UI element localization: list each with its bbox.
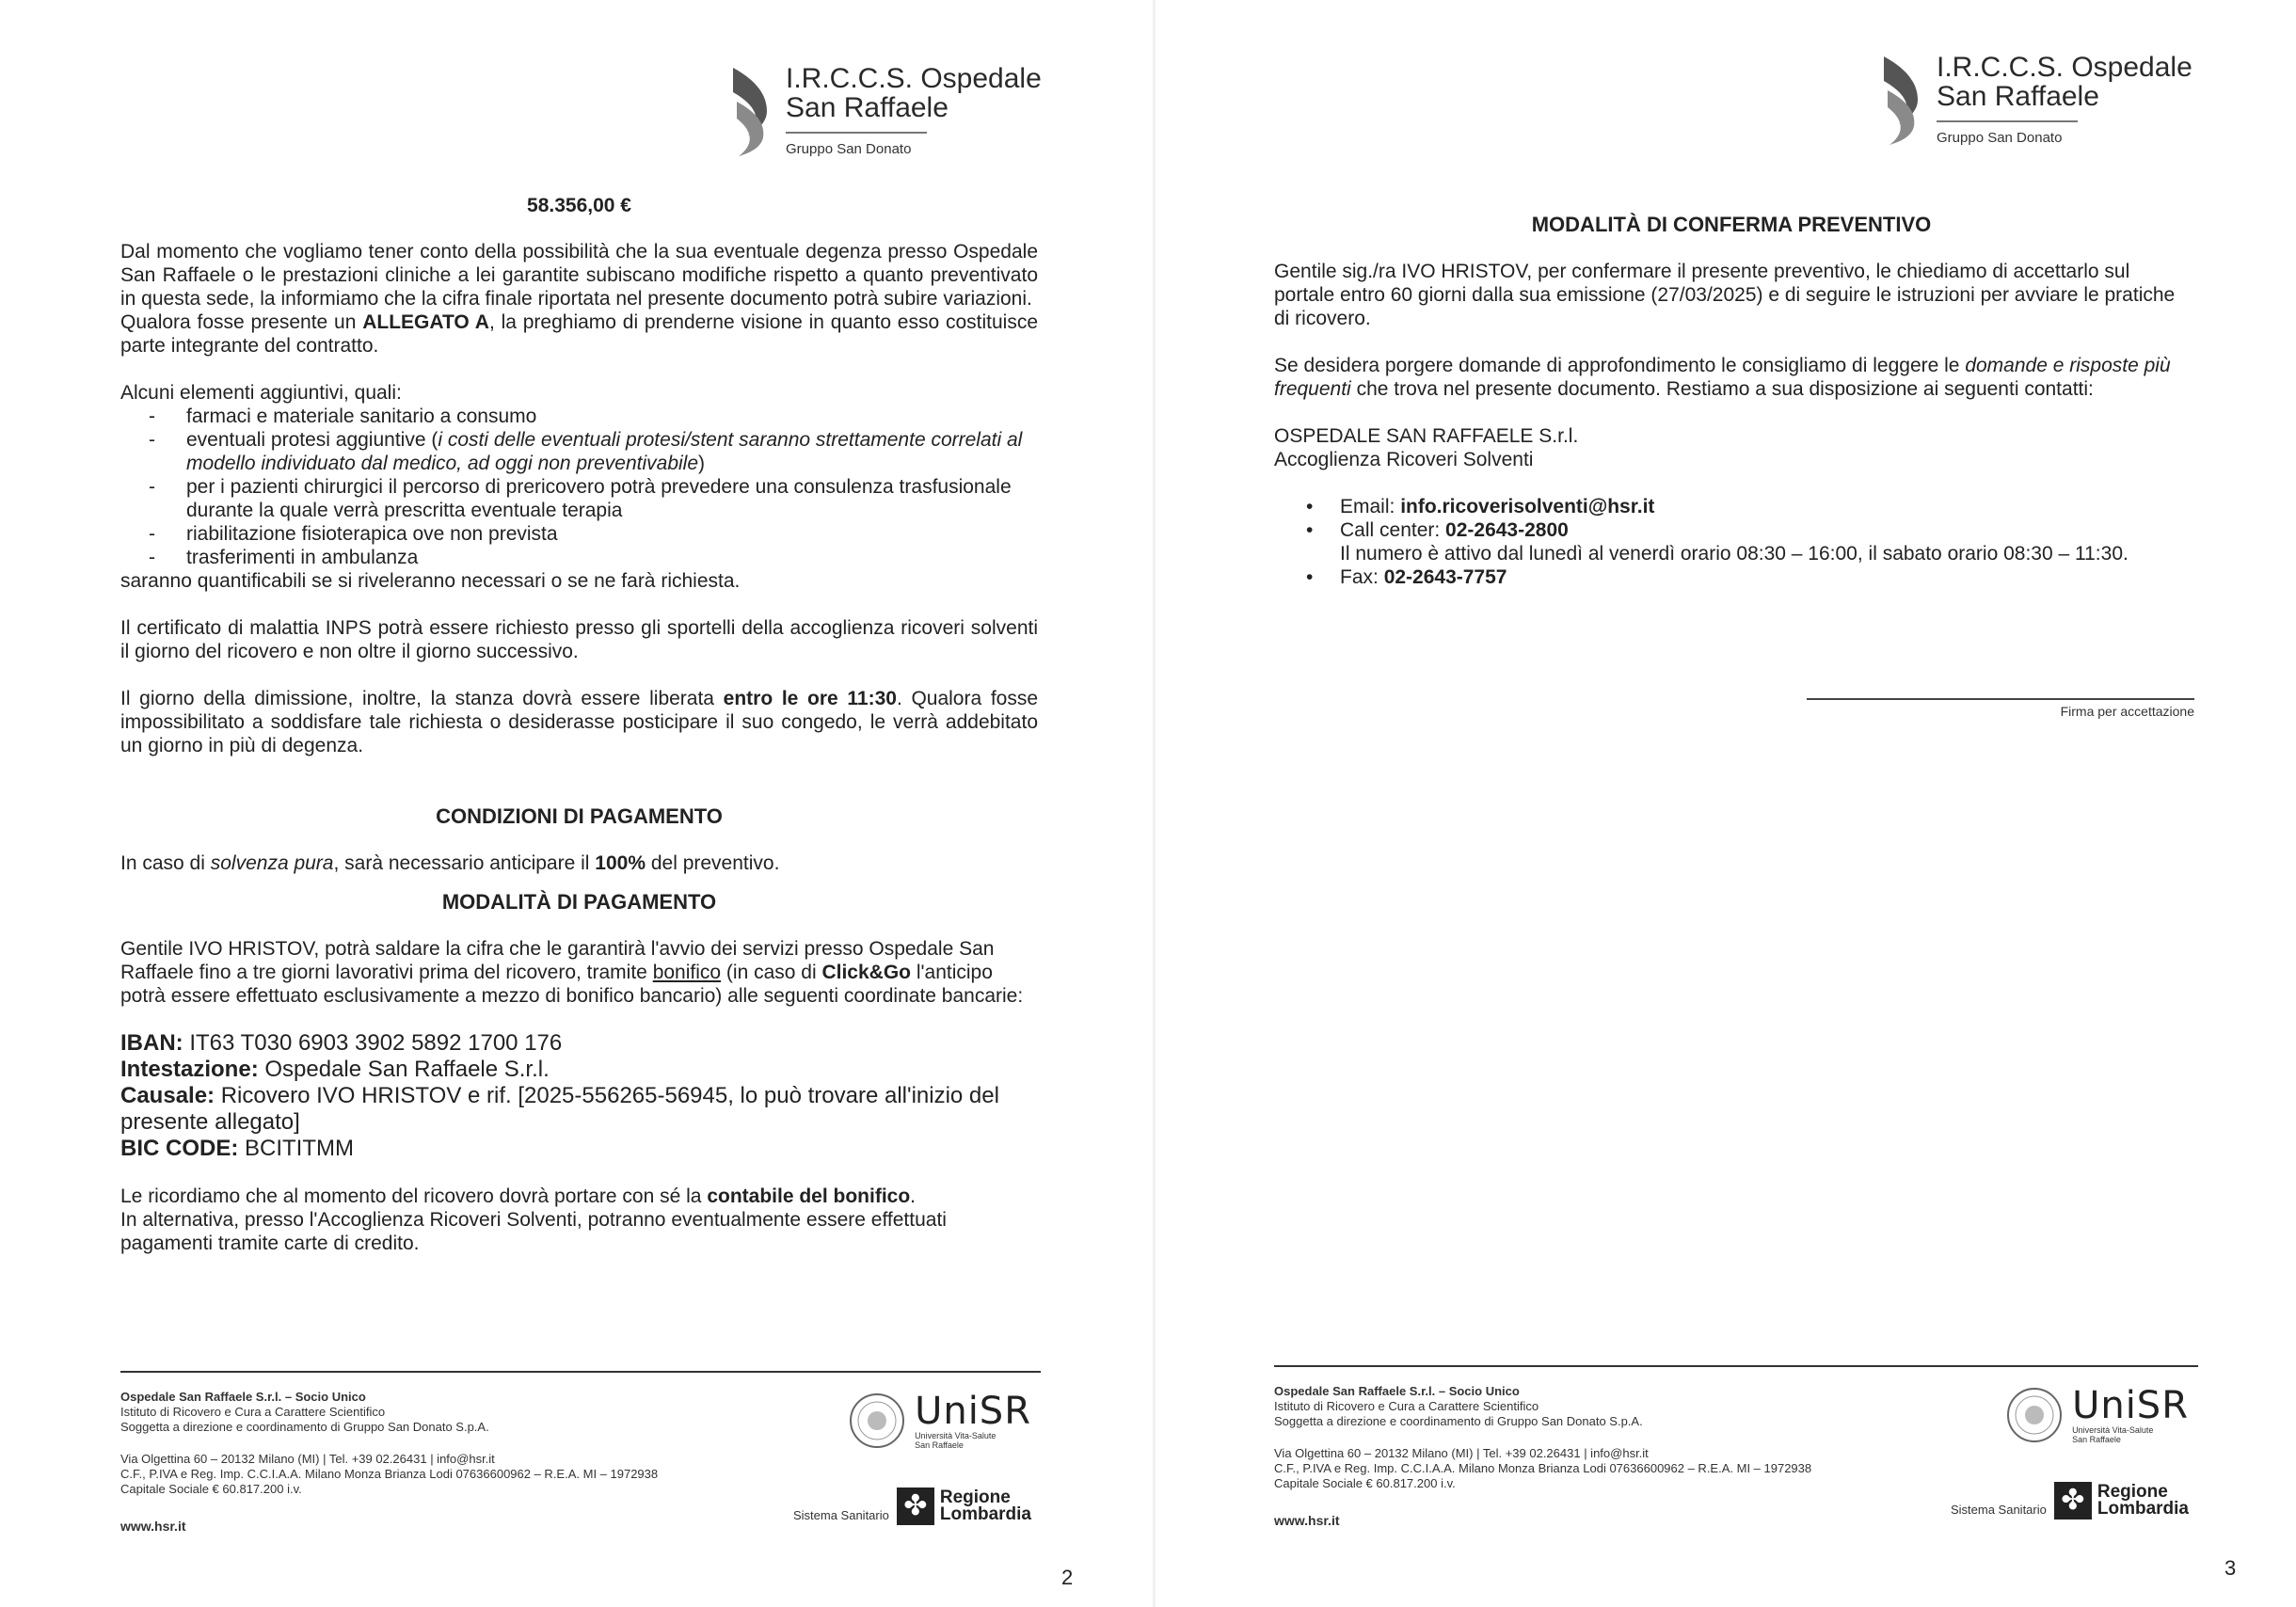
list-item: - trasferimenti in ambulanza	[149, 546, 1038, 569]
list-item: - farmaci e materiale sanitario a consumo	[149, 405, 1038, 428]
contact-call-center: • Call center: 02-2643-2800 Il numero è attivo dal lunedì al venerdì orario 08:30 – 16:00, il sabato orario 08:30 – 11:30.	[1306, 519, 2129, 565]
lombardia-rose-icon: ✤	[897, 1488, 934, 1525]
logo-name-line2: San Raffaele	[1937, 81, 2099, 112]
page-3-footer	[1274, 1365, 2198, 1528]
payment-methods-heading: MODALITÀ DI PAGAMENTO	[441, 890, 717, 914]
university-seal-icon	[2006, 1387, 2063, 1443]
page-number: 3	[2224, 1556, 2237, 1580]
reminder-paragraph: Le ricordiamo che al momento del ricovero dovrà portare con sé la contabile del bonifico.	[120, 1185, 917, 1207]
page-2-content	[120, 194, 1038, 1255]
additional-items-list	[120, 405, 1038, 569]
logo-name-line1: I.R.C.C.S. Ospedale	[786, 63, 1042, 94]
confirmation-heading: MODALITÀ DI CONFERMA PREVENTIVO	[1531, 213, 1932, 236]
additional-items-outro: saranno quantificabili se si riveleranno necessari o se ne farà richiesta.	[120, 570, 741, 592]
university-seal-icon	[849, 1392, 905, 1449]
logo-name-line2: San Raffaele	[786, 92, 949, 123]
logo-name-line1: I.R.C.C.S. Ospedale	[1937, 52, 2192, 83]
org-name: OSPEDALE SAN RAFFAELE S.r.l.	[1274, 425, 1579, 447]
logo-group: Gruppo San Donato	[1937, 130, 2063, 146]
signature-line	[1807, 698, 2194, 700]
additional-items-intro: Alcuni elementi aggiuntivi, quali:	[120, 382, 402, 404]
list-item: - per i pazienti chirurgici il percorso di prericovero potrà prevedere una consulenza trasfusionale durante la quale verrà prescritta eventuale terapia	[149, 475, 1038, 522]
cause-row: Causale: Ricovero IVO HRISTOV e rif. [2025-556265-56945, lo può trovare all'inizio del presente allegato]	[120, 1083, 999, 1135]
confirmation-paragraph: Gentile sig./ra IVO HRISTOV, per confermare il presente preventivo, le chiediamo di accettarlo sul portale entro 60 giorni dalla sua emissione (27/03/2025) e di seguire le istruzioni per avviare le pratiche di ricovero.	[1274, 261, 2176, 329]
list-item: - eventuali protesi aggiuntive (i costi delle eventuali protesi/stent saranno strettamente correlati al modello individuato dal medico, ad oggi non preventivabile)	[149, 428, 1038, 475]
footer-rule	[1274, 1365, 2198, 1367]
signature-area[interactable]	[1807, 698, 2194, 719]
contact-fax: • Fax: 02-2643-7757	[1306, 566, 1507, 588]
footer-info: Ospedale San Raffaele S.r.l. – Socio Unico Istituto di Ricovero e Cura a Carattere Scientifico Soggetta a direzione e coordinamento di Gruppo San Donato S.p.A. Via Olgettina 60 – 20132 Milano (MI) | Tel. +39 02.26431 | info@hsr.it C.F., P.IVA e Reg. Imp. C.C.I.A.A. Milano Monza Brianza Lodi 07636600962 – R.E.A. MI – 1972938 Capitale Sociale € 60.817.200 i.v.	[120, 1390, 659, 1496]
variation-paragraph: Dal momento che vogliamo tener conto della possibilità che la sua eventuale degenza presso Ospedale San Raffaele o le prestazioni cliniche a lei garantite subiscano modifiche rispetto a quanto preventivato in questa sede, la informiamo che la cifra finale riportata nel presente documento potrà subire variazioni.	[120, 241, 1038, 310]
unisr-logo: UniSR Università Vita-Salute San Raffaele	[2006, 1386, 2189, 1444]
conditions-paragraph: In caso di solvenza pura, sarà necessario anticipare il 100% del preventivo.	[120, 852, 780, 874]
discharge-paragraph: Il giorno della dimissione, inoltre, la stanza dovrà essere liberata entro le ore 11:30. Qualora fosse impossibilitato a soddisfare tale richiesta o desiderasse posticipare il suo congedo, le verrà addebitato un giorno in più di degenza.	[120, 688, 1039, 756]
org-department: Accoglienza Ricoveri Solventi	[1274, 449, 1534, 470]
signature-label: Firma per accettazione	[2060, 704, 2194, 719]
footer-website[interactable]: www.hsr.it	[1274, 1513, 1340, 1528]
regione-lombardia-logo: Sistema Sanitario ✤ Regione Lombardia	[1950, 1482, 2189, 1519]
regione-lombardia-logo: Sistema Sanitario ✤ Regione Lombardia	[792, 1488, 1031, 1524]
bank-details	[120, 1030, 1038, 1162]
estimate-total: 58.356,00 €	[527, 195, 631, 216]
conditions-heading: CONDIZIONI DI PAGAMENTO	[436, 804, 723, 828]
list-item: - riabilitazione fisioterapica ove non prevista	[149, 522, 1038, 546]
phone-link[interactable]: 02-2643-2800	[1445, 519, 1569, 541]
email-link[interactable]: info.ricoverisolventi@hsr.it	[1400, 496, 1655, 517]
footer-rule	[120, 1371, 1041, 1373]
logo-mark-icon	[1880, 53, 1923, 147]
attachment-paragraph: Qualora fosse presente un ALLEGATO A, la preghiamo di prenderne visione in quanto esso costituisce parte integrante del contratto.	[120, 311, 1039, 357]
page-3	[1156, 0, 2296, 1607]
page-number: 2	[1061, 1566, 1074, 1589]
hospital-logo	[1880, 53, 2192, 147]
footer-info: Ospedale San Raffaele S.r.l. – Socio Unico Istituto di Ricovero e Cura a Carattere Scientifico Soggetta a direzione e coordinamento di Gruppo San Donato S.p.A. Via Olgettina 60 – 20132 Milano (MI) | Tel. +39 02.26431 | info@hsr.it C.F., P.IVA e Reg. Imp. C.C.I.A.A. Milano Monza Brianza Lodi 07636600962 – R.E.A. MI – 1972938 Capitale Sociale € 60.817.200 i.v.	[1274, 1384, 1812, 1490]
faq-paragraph: Se desidera porgere domande di approfondimento le consigliamo di leggere le domande e risposte più frequenti che trova nel presente documento. Restiamo a sua disposizione ai seguenti contatti:	[1274, 355, 2171, 400]
page-3-content	[1274, 213, 2189, 589]
footer-website[interactable]: www.hsr.it	[120, 1519, 186, 1534]
unisr-logo: UniSR Università Vita-Salute San Raffaele	[849, 1392, 1031, 1450]
logo-rule	[786, 132, 927, 134]
contacts-list	[1274, 495, 2189, 589]
iban-row: IBAN: IT63 T030 6903 3902 5892 1700 176	[120, 1030, 563, 1056]
payment-paragraph: Gentile IVO HRISTOV, potrà saldare la cifra che le garantirà l'avvio dei servizi presso Ospedale San Raffaele fino a tre giorni lavorativi prima del ricovero, tramite bonifico (in caso di Click&Go l'anticipo potrà essere effettuato esclusivamente a mezzo di bonifico bancario) alle seguenti coordinate bancarie:	[120, 938, 1024, 1007]
bonifico-link[interactable]: bonifico	[652, 962, 722, 983]
logo-group: Gruppo San Donato	[786, 141, 912, 157]
alternative-paragraph: In alternativa, presso l'Accoglienza Ricoveri Solventi, potranno eventualmente essere effettuati pagamenti tramite carte di credito.	[120, 1209, 947, 1254]
bic-row: BIC CODE: BCITITMM	[120, 1136, 354, 1161]
hospital-logo	[729, 64, 1042, 158]
contact-email: • Email: info.ricoverisolventi@hsr.it	[1306, 496, 1655, 517]
logo-mark-icon	[729, 64, 773, 158]
page-2-footer	[120, 1371, 1041, 1534]
logo-rule	[1937, 120, 2078, 122]
holder-row: Intestazione: Ospedale San Raffaele S.r.l.	[120, 1057, 550, 1082]
inps-paragraph: Il certificato di malattia INPS potrà essere richiesto presso gli sportelli della accoglienza ricoveri solventi il giorno del ricovero e non oltre il giorno successivo.	[120, 617, 1038, 662]
lombardia-rose-icon: ✤	[2054, 1482, 2092, 1519]
